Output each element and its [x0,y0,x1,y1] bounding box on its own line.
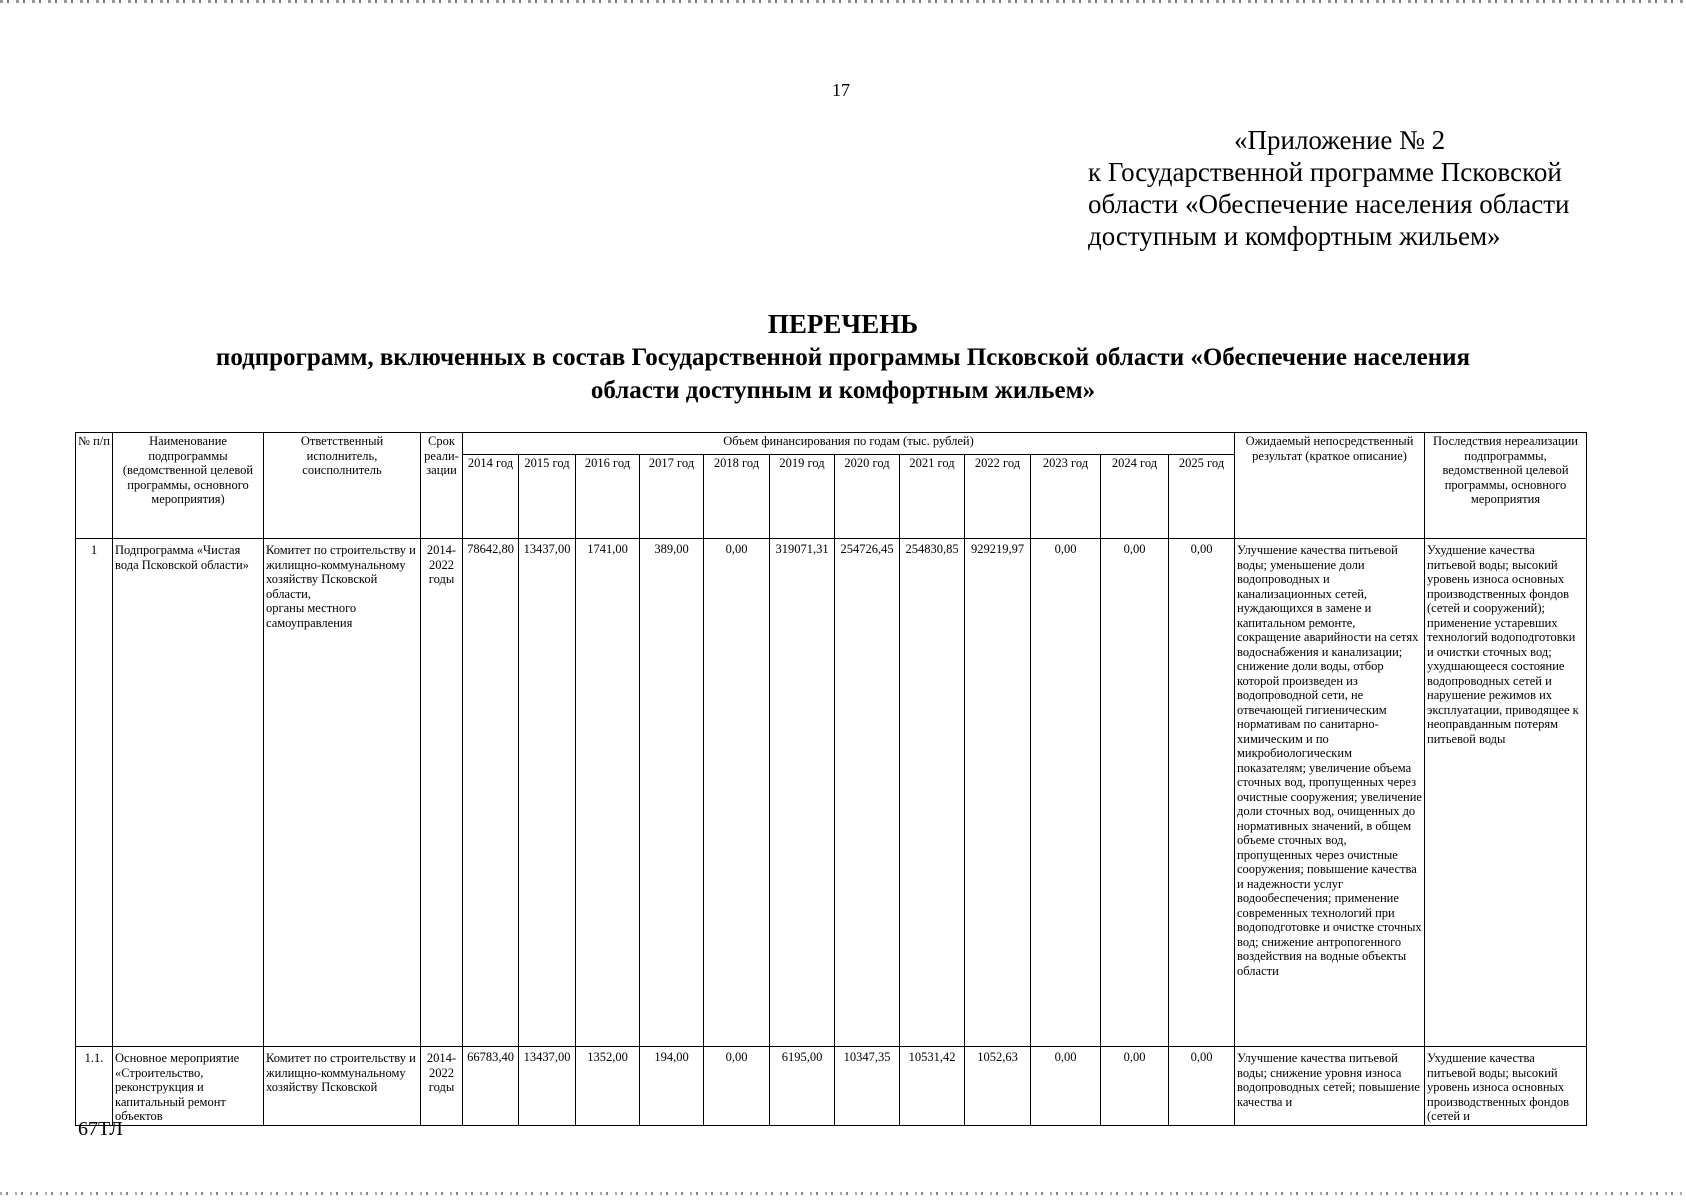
row-value: 10347,35 [835,1047,900,1126]
row-value: 13437,00 [519,1047,576,1126]
executor-line: органы местного самоуправления [266,601,357,630]
row-value: 0,00 [1101,539,1169,1047]
header-name: Наименование подпрограммы (ведомственной целевой программы, основного мероприятия) [113,433,264,539]
row-name: Подпрограмма «Чистая вода Псковской области» [113,539,264,1047]
row-value: 0,00 [1101,1047,1169,1126]
header-year: 2014 год [463,455,519,539]
row-num: 1.1. [76,1047,113,1126]
executor-line: Комитет по строительству и жилищно-коммунальному хозяйству Псковской области, [266,543,416,601]
header-year: 2025 год [1169,455,1235,539]
header-executor: Ответственный исполнитель, соисполнитель [264,433,421,539]
table-row [76,1047,1587,1126]
subprograms-table [75,432,1587,1126]
appendix-line-2: к Государственной программе Псковской [1088,157,1562,187]
header-year: 2016 год [576,455,640,539]
scan-edge-top [0,0,1686,3]
row-value: 0,00 [704,1047,770,1126]
appendix-line-4: доступным и комфортным жильем» [1088,221,1501,251]
row-value: 0,00 [704,539,770,1047]
header-year: 2019 год [770,455,835,539]
row-value: 66783,40 [463,1047,519,1126]
row-value: 1052,63 [965,1047,1031,1126]
executor-line: Комитет по строительству и жилищно-коммунальному хозяйству Псковской [266,1051,416,1094]
document-subtitle [100,341,1586,407]
row-term: 2014-2022 годы [421,539,463,1047]
subtitle-line-1: подпрограмм, включенных в состав Государственной программы Псковской области «Обеспечение населения [215,344,1471,371]
row-value: 929219,97 [965,539,1031,1047]
footer-code: 67ТЛ [78,1118,123,1140]
row-value: 0,00 [1169,539,1235,1047]
header-funding: Объем финансирования по годам (тыс. рублей) [463,433,1235,455]
row-value: 0,00 [1031,1047,1101,1126]
header-year: 2018 год [704,455,770,539]
header-year: 2024 год [1101,455,1169,539]
row-value: 0,00 [1169,1047,1235,1126]
header-year: 2021 год [900,455,965,539]
scan-edge-bottom [0,1192,1686,1195]
row-num: 1 [76,539,113,1047]
row-name: Основное мероприятие «Строительство, реконструкция и капитальный ремонт объектов [113,1047,264,1126]
row-value: 254726,45 [835,539,900,1047]
row-term: 2014-2022 годы [421,1047,463,1126]
row-value: 10531,42 [900,1047,965,1126]
header-num: № п/п [76,433,113,539]
header-term: Срок реали-зации [421,433,463,539]
row-value: 78642,80 [463,539,519,1047]
appendix-line-1: «Приложение № 2 [1234,125,1446,155]
appendix-line-3: области «Обеспечение населения области [1088,189,1570,219]
row-value: 13437,00 [519,539,576,1047]
row-result: Улучшение качества питьевой воды; снижение уровня износа водопроводных сетей; повышение качества и [1235,1047,1425,1126]
header-year: 2023 год [1031,455,1101,539]
row-executor [264,539,421,1047]
row-value: 1352,00 [576,1047,640,1126]
appendix-block [1088,124,1608,252]
header-year: 2015 год [519,455,576,539]
row-result: Улучшение качества питьевой воды; уменьшение доли водопроводных и канализационных сетей, нуждающихся в замене и капитальном ремонте, сокращение аварийности на сетях водоснабжения и канализации; снижение доли воды, отбор которой произведен из водопроводной сети, не отвечающей гигиеническим нормативам по санитарно-химическим и по микробиологическим показателям; увеличение объема сточных вод, пропущенных через очистные сооружения; увеличение доли сточных вод, очищенных до нормативных значений, в общем объеме сточных вод, пропущенных через очистные сооружения; повышение качества и надежности услуг водообеспечения; применение современных технологий при водоподготовке и очистке сточных вод; снижение антропогенного воздействия на водные объекты области [1235,539,1425,1047]
header-year: 2020 год [835,455,900,539]
row-value: 1741,00 [576,539,640,1047]
subtitle-line-2: области доступным и комфортным жильем» [590,377,1096,404]
header-year: 2022 год [965,455,1031,539]
header-consequences: Последствия нереализации подпрограммы, ведомственной целевой программы, основного мероприятия [1425,433,1587,539]
row-consequences: Ухудшение качества питьевой воды; высокий уровень износа основных производственных фондов (сетей и сооружений); применение устаревших технологий водоподготовки и очистки сточных вод; ухудшающееся состояние водопроводных сетей и нарушение режимов их эксплуатации, приводящее к неоправданным потерям питьевой воды [1425,539,1587,1047]
document-title: ПЕРЕЧЕНЬ [767,309,919,339]
row-consequences: Ухудшение качества питьевой воды; высокий уровень износа основных производственных фондов (сетей и [1425,1047,1587,1126]
row-value: 0,00 [1031,539,1101,1047]
row-value: 194,00 [640,1047,704,1126]
row-value: 254830,85 [900,539,965,1047]
page-number: 17 [832,80,850,100]
row-executor [264,1047,421,1126]
row-value: 319071,31 [770,539,835,1047]
row-value: 389,00 [640,539,704,1047]
header-year: 2017 год [640,455,704,539]
row-value: 6195,00 [770,1047,835,1126]
table-row [76,539,1587,1047]
header-result: Ожидаемый непосредственный результат (краткое описание) [1235,433,1425,539]
